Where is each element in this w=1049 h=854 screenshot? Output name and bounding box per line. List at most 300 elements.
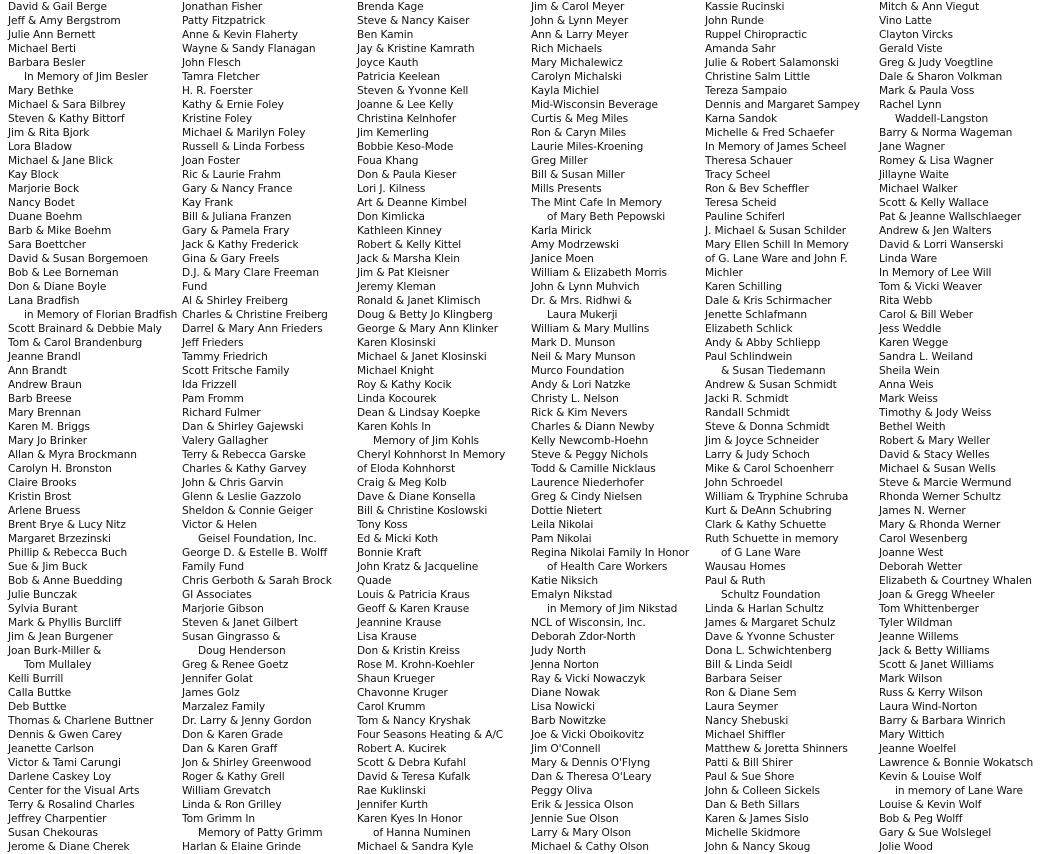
donor-name: Don & Paula Kieser bbox=[357, 169, 457, 181]
donor-name: Christine Salm Little bbox=[705, 71, 810, 83]
donor-name: Joanne West bbox=[879, 547, 944, 559]
donor-name: Scott & Janet Williams bbox=[879, 659, 994, 671]
donor-name: Greg & Judy Voegtline bbox=[879, 57, 994, 69]
donor-name: Mark Weiss bbox=[879, 393, 938, 405]
donor-name: Ruppel Chiropractic bbox=[705, 29, 807, 41]
donor-name: Nancy Bodet bbox=[8, 197, 75, 209]
donor-name: Jeanne Brandl bbox=[8, 351, 81, 363]
donor-name: George D. & Estelle B. Wolff bbox=[182, 547, 328, 559]
donor-name: Richard Fulmer bbox=[182, 407, 261, 419]
donor-name: Christy L. Nelson bbox=[531, 393, 619, 405]
donor-name: Jenette Schlafmann bbox=[705, 309, 807, 321]
donor-name: Mark Wilson bbox=[879, 673, 943, 685]
donor-name: Mitch & Ann Viegut bbox=[879, 1, 980, 13]
donor-name: Glenn & Leslie Gazzolo bbox=[182, 491, 302, 503]
donor-name: Victor & Helen bbox=[182, 519, 258, 531]
donor-name: Family Fund bbox=[182, 561, 245, 573]
donor-name: Jeanette Carlson bbox=[8, 743, 94, 755]
donor-name: Jeremy Kleman bbox=[357, 281, 436, 293]
donor-name: Craig & Meg Kolb bbox=[357, 477, 447, 489]
donor-name: Tom Grimm In bbox=[182, 813, 255, 825]
donor-name: Pauline Schiferl bbox=[705, 211, 785, 223]
donor-name: Bill & Juliana Franzen bbox=[182, 211, 292, 223]
donor-name: Ann & Larry Meyer bbox=[531, 29, 629, 41]
donor-name: Dennis and Margaret Sampey bbox=[705, 99, 860, 111]
donor-name: Nancy Shebuski bbox=[705, 715, 789, 727]
donor-name: Dr. & Mrs. Ridhwi & bbox=[531, 295, 632, 307]
donor-name: Bill & Susan Miller bbox=[531, 169, 625, 181]
donor-name: Michael & Cathy Olson bbox=[531, 841, 649, 853]
donor-name: George & Mary Ann Klinker bbox=[357, 323, 498, 335]
donor-name: Matthew & Joretta Shinners bbox=[705, 743, 848, 755]
donor-name: Dan & Theresa O'Leary bbox=[531, 771, 652, 783]
donor-name: Lori J. Kilness bbox=[357, 183, 426, 195]
donor-name: Regina Nikolai Family In Honor bbox=[531, 547, 690, 559]
donor-name: Rachel Lynn bbox=[879, 99, 942, 111]
donor-name: Larry & Mary Olson bbox=[531, 827, 632, 839]
donor-name: Mary Ellen Schill In Memory bbox=[705, 239, 849, 251]
donor-name: Russell & Linda Forbess bbox=[182, 141, 305, 153]
donor-name: Pat & Jeanne Wallschlaeger bbox=[879, 211, 1022, 223]
donor-name: Kassie Rucinski bbox=[705, 1, 785, 13]
donor-name: Dr. Larry & Jenny Gordon bbox=[182, 715, 312, 727]
donor-name: Ruth Schuette in memory bbox=[705, 533, 839, 545]
donor-name: In Memory of James Scheel bbox=[705, 141, 847, 153]
donor-name: Erik & Jessica Olson bbox=[531, 799, 634, 811]
donor-name: Lora Bladow bbox=[8, 141, 72, 153]
donor-name: in Memory of Florian Bradfish bbox=[24, 309, 178, 321]
donor-name: Lana Bradfish bbox=[8, 295, 80, 307]
donor-name: Bobbie Keso-Mode bbox=[357, 141, 454, 153]
donor-column bbox=[531, 0, 706, 854]
donor-name: Tamra Fletcher bbox=[182, 71, 260, 83]
donor-name: Laura Wind-Norton bbox=[879, 701, 978, 713]
donor-name: Karen M. Briggs bbox=[8, 421, 90, 433]
donor-name: Louise & Kevin Wolf bbox=[879, 799, 982, 811]
donor-name: of G Lane Ware bbox=[721, 547, 801, 559]
donor-name: Joyce Kauth bbox=[357, 57, 419, 69]
donor-name: Geoff & Karen Krause bbox=[357, 603, 470, 615]
donor-name: Sandra L. Weiland bbox=[879, 351, 973, 363]
donor-name: Jeff Frieders bbox=[182, 337, 244, 349]
donor-name: Dean & Lindsay Koepke bbox=[357, 407, 481, 419]
donor-name: David & Lorri Wanserski bbox=[879, 239, 1004, 251]
donor-name: Ida Frizzell bbox=[182, 379, 237, 391]
donor-name: Tom & Carol Brandenburg bbox=[8, 337, 143, 349]
donor-name: Sheldon & Connie Geiger bbox=[182, 505, 313, 517]
donor-name: Russ & Kerry Wilson bbox=[879, 687, 983, 699]
donor-name: Patti & Bill Shirer bbox=[705, 757, 793, 769]
donor-name: Dave & Yvonne Schuster bbox=[705, 631, 835, 643]
donor-name: Jim & Joyce Schneider bbox=[705, 435, 819, 447]
donor-name: Curtis & Meg Miles bbox=[531, 113, 629, 125]
donor-name: Cheryl Kohnhorst In Memory bbox=[357, 449, 506, 461]
donor-name: Gary & Nancy France bbox=[182, 183, 293, 195]
donor-name: John & Chris Garvin bbox=[182, 477, 284, 489]
donor-name: Karen Kyes In Honor bbox=[357, 813, 463, 825]
donor-name: Deborah Zdor-North bbox=[531, 631, 636, 643]
donor-name: Teresa Scheid bbox=[705, 197, 777, 209]
donor-name: Jennie Sue Olson bbox=[531, 813, 619, 825]
donor-name: David & Gail Berge bbox=[8, 1, 107, 13]
donor-name: Leila Nikolai bbox=[531, 519, 594, 531]
donor-name: of Mary Beth Pepowski bbox=[547, 211, 666, 223]
donor-name: Jennifer Kurth bbox=[357, 799, 428, 811]
donor-name: Don & Karen Grade bbox=[182, 729, 283, 741]
donor-name: Jonathan Fisher bbox=[182, 1, 263, 13]
donor-name: Jack & Marsha Klein bbox=[357, 253, 460, 265]
donor-name: Randall Schmidt bbox=[705, 407, 790, 419]
donor-name: Joanne & Lee Kelly bbox=[357, 99, 454, 111]
donor-name: Clayton Vircks bbox=[879, 29, 953, 41]
donor-name: In Memory of Jim Besler bbox=[24, 71, 148, 83]
donor-name: Mary Jo Brinker bbox=[8, 435, 88, 447]
donor-name: Robert & Mary Weller bbox=[879, 435, 990, 447]
donor-name: Linda Kocourek bbox=[357, 393, 437, 405]
donor-name: Duane Boehm bbox=[8, 211, 83, 223]
donor-name: Steve & Donna Schmidt bbox=[705, 421, 830, 433]
donor-name: of Health Care Workers bbox=[547, 561, 668, 573]
donor-name: Roger & Kathy Grell bbox=[182, 771, 285, 783]
donor-name: Doug Henderson bbox=[198, 645, 286, 657]
donor-name: Center for the Visual Arts bbox=[8, 785, 140, 797]
donor-name: Paul & Sue Shore bbox=[705, 771, 795, 783]
donor-name: Romey & Lisa Wagner bbox=[879, 155, 994, 167]
donor-name: Michael & Marilyn Foley bbox=[182, 127, 306, 139]
donor-name: Roy & Kathy Kocik bbox=[357, 379, 452, 391]
donor-name: Greg & Renee Goetz bbox=[182, 659, 289, 671]
donor-name: Bill & Christine Koslowski bbox=[357, 505, 488, 517]
donor-name: Jim O'Connell bbox=[531, 743, 601, 755]
donor-name: Jim & Jean Burgener bbox=[8, 631, 113, 643]
donor-name: Karla Mirick bbox=[531, 225, 592, 237]
donor-name: Tom Whittenberger bbox=[879, 603, 979, 615]
donor-name: Mary Bethke bbox=[8, 85, 74, 97]
donor-name: Anne & Kevin Flaherty bbox=[182, 29, 298, 41]
donor-name: Memory of Patty Grimm bbox=[198, 827, 323, 839]
donor-name: Linda & Harlan Schultz bbox=[705, 603, 824, 615]
donor-name: Julie & Robert Salamonski bbox=[705, 57, 839, 69]
donor-name: Janice Moen bbox=[531, 253, 594, 265]
donor-name: Gary & Pamela Frary bbox=[182, 225, 290, 237]
donor-name: Gary & Sue Wolslegel bbox=[879, 827, 992, 839]
donor-name: Kristin Brost bbox=[8, 491, 72, 503]
donor-name: Jack & Betty Williams bbox=[879, 645, 990, 657]
donor-name: Michelle & Fred Schaefer bbox=[705, 127, 835, 139]
donor-name: Amy Modrzewski bbox=[531, 239, 619, 251]
donor-name: Steven & Kathy Bittorf bbox=[8, 113, 125, 125]
donor-name: Julie Ann Bernett bbox=[8, 29, 96, 41]
donor-name: Jeanne Woelfel bbox=[879, 743, 957, 755]
donor-name: Jim & Rita Bjork bbox=[8, 127, 90, 139]
donor-name: Jeanne Willems bbox=[879, 631, 959, 643]
donor-name: Ray & Vicki Nowaczyk bbox=[531, 673, 646, 685]
donor-name: Ronald & Janet Klimisch bbox=[357, 295, 481, 307]
donor-name: Tammy Friedrich bbox=[182, 351, 268, 363]
donor-name: Linda & Ron Grilley bbox=[182, 799, 282, 811]
donor-name: Marjorie Gibson bbox=[182, 603, 264, 615]
donor-name: Robert A. Kucirek bbox=[357, 743, 447, 755]
donor-name: John & Lynn Meyer bbox=[531, 15, 629, 27]
donor-name: Greg Miller bbox=[531, 155, 588, 167]
donor-name: Margaret Brzezinski bbox=[8, 533, 111, 545]
donor-name: Gerald Viste bbox=[879, 43, 943, 55]
donor-name: Doug & Betty Jo Klingberg bbox=[357, 309, 493, 321]
donor-name: Steven & Janet Gilbert bbox=[182, 617, 298, 629]
donor-name: Marjorie Bock bbox=[8, 183, 80, 195]
donor-name: of G. Lane Ware and John F. bbox=[705, 253, 848, 265]
donor-name: Jim Kemerling bbox=[357, 127, 429, 139]
donor-name: Darlene Caskey Loy bbox=[8, 771, 112, 783]
donor-name: Mills Presents bbox=[531, 183, 602, 195]
donor-column bbox=[879, 0, 1049, 854]
donor-name: Greg & Cindy Nielsen bbox=[531, 491, 643, 503]
donor-name: Bonnie Kraft bbox=[357, 547, 422, 559]
donor-name: John Flesch bbox=[182, 57, 241, 69]
donor-name: Marzalez Family bbox=[182, 701, 266, 713]
donor-name: Karen & James Sislo bbox=[705, 813, 809, 825]
donor-name: Mark D. Munson bbox=[531, 337, 616, 349]
donor-name: Mary & Rhonda Werner bbox=[879, 519, 1001, 531]
donor-name: Paul & Ruth bbox=[705, 575, 766, 587]
donor-name: Arlene Bruess bbox=[8, 505, 81, 517]
donor-name: Barry & Norma Wageman bbox=[879, 127, 1013, 139]
donor-name: Shaun Krueger bbox=[357, 673, 435, 685]
donor-name: Terry & Rosalind Charles bbox=[8, 799, 135, 811]
donor-name: John & Colleen Sickels bbox=[705, 785, 820, 797]
donor-name: Todd & Camille Nicklaus bbox=[531, 463, 656, 475]
donor-name: Harlan & Elaine Grinde bbox=[182, 841, 301, 853]
donor-name: John Kratz & Jacqueline bbox=[357, 561, 479, 573]
donor-name: Michael Berti bbox=[8, 43, 76, 55]
donor-name: Jolie Wood bbox=[879, 841, 933, 853]
donor-name: Rich Michaels bbox=[531, 43, 603, 55]
donor-name: Emalyn Nikstad bbox=[531, 589, 613, 601]
donor-column bbox=[182, 0, 357, 854]
donor-name: Tracy Scheel bbox=[705, 169, 771, 181]
donor-name: Bill & Linda Seidl bbox=[705, 659, 793, 671]
donor-name: H. R. Foerster bbox=[182, 85, 253, 97]
donor-name: Anna Weis bbox=[879, 379, 934, 391]
donor-name: Charles & Christine Freiberg bbox=[182, 309, 328, 321]
donor-name: Jerome & Diane Cherek bbox=[8, 841, 130, 853]
donor-name: William Grevatch bbox=[182, 785, 271, 797]
donor-name: of Hanna Numinen bbox=[373, 827, 471, 839]
donor-name: Elizabeth & Courtney Whalen bbox=[879, 575, 1032, 587]
donor-name: Barb Nowitzke bbox=[531, 715, 606, 727]
donor-name: William & Elizabeth Morris bbox=[531, 267, 667, 279]
donor-name: Peggy Oliva bbox=[531, 785, 593, 797]
donor-name: Darrel & Mary Ann Frieders bbox=[182, 323, 323, 335]
donor-name: Michael Shiffler bbox=[705, 729, 785, 741]
donor-name: Katie Niksich bbox=[531, 575, 598, 587]
donor-name: John & Lynn Muhvich bbox=[531, 281, 640, 293]
donor-name: Karen Schilling bbox=[705, 281, 782, 293]
donor-name: Tom Mullaley bbox=[24, 659, 92, 671]
donor-name: Kurt & DeAnn Schubring bbox=[705, 505, 832, 517]
donor-name: Dennis & Gwen Carey bbox=[8, 729, 122, 741]
donor-name: Lisa Nowicki bbox=[531, 701, 595, 713]
donor-name: Memory of Jim Kohls bbox=[373, 435, 479, 447]
donor-name: Laurie Miles-Kroening bbox=[531, 141, 644, 153]
donor-name: Dale & Kris Schirmacher bbox=[705, 295, 832, 307]
donor-name: Ben Kamin bbox=[357, 29, 414, 41]
donor-name: Kay Frank bbox=[182, 197, 234, 209]
donor-name: Kelli Burrill bbox=[8, 673, 64, 685]
donor-name: Scott & Debra Kufahl bbox=[357, 757, 466, 769]
donor-name: Joan & Gregg Wheeler bbox=[879, 589, 995, 601]
donor-name: Kay Block bbox=[8, 169, 59, 181]
donor-name: Barry & Barbara Winrich bbox=[879, 715, 1006, 727]
donor-name: Vino Latte bbox=[879, 15, 932, 27]
donor-name: Barbara Besler bbox=[8, 57, 86, 69]
donor-name: Tony Koss bbox=[357, 519, 408, 531]
donor-name: In Memory of Lee Will bbox=[879, 267, 992, 279]
donor-name: in Memory of Jim Nikstad bbox=[547, 603, 678, 615]
donor-name: Carol Wesenberg bbox=[879, 533, 968, 545]
donor-name: Don & Diane Boyle bbox=[8, 281, 107, 293]
donor-name: Pam Nikolai bbox=[531, 533, 592, 545]
donor-name: Rhonda Werner Schultz bbox=[879, 491, 1001, 503]
donor-name: Paul Schlindwein bbox=[705, 351, 793, 363]
donor-column bbox=[705, 0, 880, 854]
donor-name: Jennifer Golat bbox=[182, 673, 253, 685]
donor-name: Jay & Kristine Kamrath bbox=[357, 43, 475, 55]
donor-name: Valery Gallagher bbox=[182, 435, 269, 447]
donor-name: Mary Wittich bbox=[879, 729, 945, 741]
donor-name: Schultz Foundation bbox=[721, 589, 821, 601]
donor-name: Ron & Bev Scheffler bbox=[705, 183, 809, 195]
donor-name: Neil & Mary Munson bbox=[531, 351, 636, 363]
donor-name: of Eloda Kohnhorst bbox=[357, 463, 456, 475]
donor-name: Barb Breese bbox=[8, 393, 72, 405]
donor-name: Michael Walker bbox=[879, 183, 958, 195]
donor-name: Karen Wegge bbox=[879, 337, 949, 349]
donor-name: Michler bbox=[705, 267, 743, 279]
donor-name: Phillip & Rebecca Buch bbox=[8, 547, 128, 559]
donor-name: Wausau Homes bbox=[705, 561, 786, 573]
donor-name: Jacki R. Schmidt bbox=[705, 393, 789, 405]
donor-name: Tom & Vicki Weaver bbox=[879, 281, 982, 293]
donor-name: Scott & Kelly Wallace bbox=[879, 197, 989, 209]
donor-name: Ed & Micki Koth bbox=[357, 533, 439, 545]
donor-name: Carolyn Michalski bbox=[531, 71, 622, 83]
donor-name: Laurence Niederhofer bbox=[531, 477, 644, 489]
donor-name: Sylvia Burant bbox=[8, 603, 78, 615]
donor-name: Rick & Kim Nevers bbox=[531, 407, 628, 419]
donor-name: Claire Brooks bbox=[8, 477, 77, 489]
donor-name: in memory of Lane Ware bbox=[895, 785, 1023, 797]
donor-name: William & Tryphine Schruba bbox=[705, 491, 849, 503]
donor-name: Linda Ware bbox=[879, 253, 938, 265]
donor-name: Lisa Krause bbox=[357, 631, 417, 643]
donor-name: Rae Kuklinski bbox=[357, 785, 426, 797]
donor-name: Jess Weddle bbox=[879, 323, 942, 335]
donor-name: John Schroedel bbox=[705, 477, 783, 489]
donor-name: Judy North bbox=[531, 645, 586, 657]
donor-name: Steve & Peggy Nichols bbox=[531, 449, 649, 461]
donor-name: Gina & Gary Freels bbox=[182, 253, 280, 265]
donor-name: Robert & Kelly Kittel bbox=[357, 239, 462, 251]
donor-name: Larry & Judy Schoch bbox=[705, 449, 810, 461]
donor-name: Scott Brainard & Debbie Maly bbox=[8, 323, 162, 335]
donor-column bbox=[357, 0, 532, 854]
donor-name: James Golz bbox=[182, 687, 240, 699]
donor-name: Allan & Myra Brockmann bbox=[8, 449, 137, 461]
donor-name: Waddell-Langston bbox=[895, 113, 989, 125]
donor-name: Joan Burk-Miller & bbox=[8, 645, 102, 657]
donor-name: Foua Khang bbox=[357, 155, 419, 167]
donor-name: Mike & Carol Schoenherr bbox=[705, 463, 834, 475]
donor-name: J. Michael & Susan Schilder bbox=[705, 225, 847, 237]
donor-name: David & Stacy Welles bbox=[879, 449, 990, 461]
donor-name: Tyler Wildman bbox=[879, 617, 953, 629]
donor-name: Ron & Diane Sem bbox=[705, 687, 797, 699]
donor-name: Fund bbox=[182, 281, 208, 293]
donor-name: D.J. & Mary Clare Freeman bbox=[182, 267, 319, 279]
donor-name: Bethel Weith bbox=[879, 421, 946, 433]
donor-name: Don Kimlicka bbox=[357, 211, 425, 223]
donor-name: Dave & Diane Konsella bbox=[357, 491, 476, 503]
donor-name: Mid-Wisconsin Beverage bbox=[531, 99, 658, 111]
donor-name: Calla Buttke bbox=[8, 687, 71, 699]
donor-name: Carol & Bill Weber bbox=[879, 309, 974, 321]
donor-name: Andy & Abby Schliepp bbox=[705, 337, 821, 349]
donor-name: Sheila Wein bbox=[879, 365, 940, 377]
donor-name: Scott Fritsche Family bbox=[182, 365, 290, 377]
donor-name: Michael & Sandra Kyle bbox=[357, 841, 474, 853]
donor-name: Christina Kelnhofer bbox=[357, 113, 457, 125]
donor-name: Geisel Foundation, Inc. bbox=[198, 533, 317, 545]
donor-name: Mary Michalewicz bbox=[531, 57, 623, 69]
donor-name: Charles & Diann Newby bbox=[531, 421, 655, 433]
donor-name: Laura Seymer bbox=[705, 701, 778, 713]
donor-name: Barb & Mike Boehm bbox=[8, 225, 112, 237]
donor-name: Bob & Lee Borneman bbox=[8, 267, 119, 279]
donor-name: Dan & Shirley Gajewski bbox=[182, 421, 304, 433]
donor-name: Deborah Wetter bbox=[879, 561, 962, 573]
donor-name: Lawrence & Bonnie Wokatsch bbox=[879, 757, 1034, 769]
donor-name: Carol Krumm bbox=[357, 701, 426, 713]
donor-name: Patricia Keelean bbox=[357, 71, 441, 83]
donor-name: Jeannine Krause bbox=[357, 617, 442, 629]
donor-name: Timothy & Jody Weiss bbox=[879, 407, 992, 419]
donor-name: Brent Brye & Lucy Nitz bbox=[8, 519, 126, 531]
donor-name: Kevin & Louise Wolf bbox=[879, 771, 982, 783]
donor-name: Jim & Carol Meyer bbox=[531, 1, 625, 13]
donor-name: John Runde bbox=[705, 15, 764, 27]
donor-name: Ann Brandt bbox=[8, 365, 67, 377]
donor-name: Tom & Nancy Kryshak bbox=[357, 715, 471, 727]
donor-name: Michael & Sara Bilbrey bbox=[8, 99, 126, 111]
donor-name: Victor & Tami Carungi bbox=[8, 757, 121, 769]
donor-name: Amanda Sahr bbox=[705, 43, 776, 55]
donor-name: Susan Gingrasso & bbox=[182, 631, 281, 643]
donor-name: Terry & Rebecca Garske bbox=[182, 449, 306, 461]
donor-name: Jack & Kathy Frederick bbox=[182, 239, 299, 251]
donor-name: The Mint Cafe In Memory bbox=[531, 197, 662, 209]
donor-name: Bob & Anne Buedding bbox=[8, 575, 123, 587]
donor-name: Mary & Dennis O'Flyng bbox=[531, 757, 651, 769]
donor-name: Charles & Kathy Garvey bbox=[182, 463, 307, 475]
donor-name: Ric & Laurie Frahm bbox=[182, 169, 281, 181]
donor-name: Andy & Lori Natzke bbox=[531, 379, 631, 391]
donor-name: Kathleen Kinney bbox=[357, 225, 442, 237]
donor-name: William & Mary Mullins bbox=[531, 323, 650, 335]
donor-name: Karna Sandok bbox=[705, 113, 778, 125]
donor-name: Steven & Yvonne Kell bbox=[357, 85, 469, 97]
donor-name: David & Teresa Kufalk bbox=[357, 771, 471, 783]
